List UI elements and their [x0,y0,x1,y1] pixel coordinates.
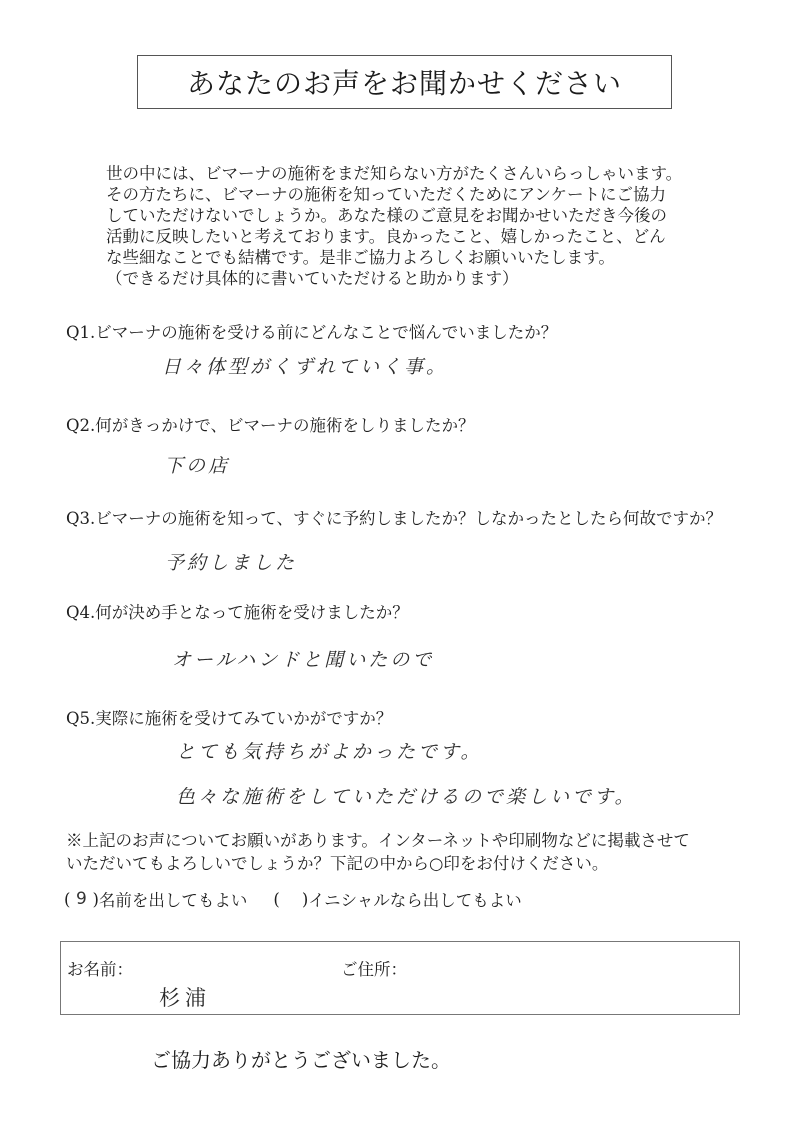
consent-options [64,887,522,911]
intro-line: 世の中には、ビマーナの施術をまだ知らない方がたくさんいらっしゃいます。 [106,164,683,183]
intro-line: （できるだけ具体的に書いていただけると助かります） [106,269,519,288]
question-4-label: Q4.何が決め手となって施術を受けましたか？ [66,603,409,622]
option-initial-ok[interactable] [273,887,521,911]
page-title: あなたのお声をお聞かせください [186,67,622,100]
name-value[interactable]: 杉浦 [159,986,211,1010]
intro-paragraph [106,163,726,289]
open-paren: ( [64,889,71,909]
option-label: イニシャルなら出してもよい [308,891,522,910]
contact-box [60,941,740,1015]
intro-line: 活動に反映したいと考えております。良かったこと、嬉しかったこと、どん [106,227,666,246]
intro-line: その方たちに、ビマーナの施術を知っていただくためにアンケートにご協力 [106,185,667,204]
question-4-answer: オールハンドと聞いたので [172,649,435,671]
notice-line: いただいてもよろしいでしょうか？下記の中から○印をお付けください。 [66,854,609,873]
open-paren: ( [273,889,280,909]
intro-line: な些細なことでも結構です。是非ご協力よろしくお願いいたします。 [106,248,615,267]
question-5-label: Q5.実際に施術を受けてみていかがですか？ [66,709,393,728]
title-box [137,55,672,109]
question-3-label: Q3.ビマーナの施術を知って、すぐに予約しましたか？しなかったとしたら何故ですか？ [66,509,722,528]
selection-mark[interactable]: 9 [76,889,87,909]
question-1-label: Q1.ビマーナの施術を受ける前にどんなことで悩んでいましたか？ [66,323,558,342]
option-label: 名前を出してもよい [98,891,248,910]
name-label: お名前： [67,960,133,979]
question-2-answer: 下の店 [164,455,231,477]
question-5-answer-line: とても気持ちがよかったです。 [176,741,483,763]
thanks-message: ご協力ありがとうございました。 [151,1048,451,1072]
question-2-label: Q2.何がきっかけで、ビマーナの施術をしりましたか？ [66,416,475,435]
question-3-answer: 予約しました [165,552,298,574]
close-paren: ) [92,889,99,909]
option-name-ok[interactable] [64,887,247,911]
address-label: ご住所： [341,960,407,979]
intro-line: していただけないでしょうか。あなた様のご意見をお聞かせいただき今後の [106,206,667,225]
close-paren: ) [301,889,309,909]
notice-line: ※上記のお声についてお願いがあります。インターネットや印刷物などに掲載させて [66,831,690,850]
question-1-answer: 日々体型がくずれていく事。 [162,356,449,378]
question-5-answer-line: 色々な施術をしていただけるので楽しいです。 [176,786,637,808]
